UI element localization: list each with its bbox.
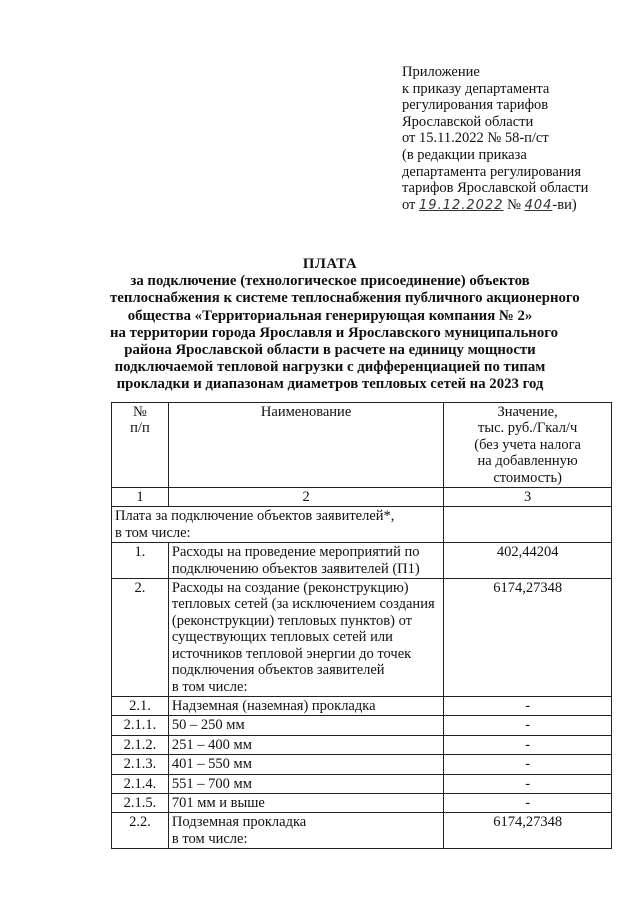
intro-cell: Плата за подключение объектов заявителей*, в том числе: (112, 507, 444, 543)
handwritten-date: 19.12.2022 (419, 197, 504, 213)
title-line: района Ярославской области в расчете на единицу мощности (124, 342, 536, 359)
row-number: 2.2. (112, 813, 169, 849)
table-row (112, 579, 612, 697)
row-value: 402,44204 (444, 543, 612, 579)
row-value: - (444, 696, 612, 715)
appendix-line: (в редакции приказа (402, 146, 527, 163)
row-name: Подземная прокладка в том числе: (168, 813, 443, 849)
row-value: - (444, 755, 612, 774)
appendix-line: к приказу департамента (402, 80, 550, 97)
table-row (112, 813, 612, 849)
table-row (112, 716, 612, 735)
number-sign: № (507, 196, 521, 213)
header-number: № п/п (112, 403, 169, 488)
fee-table (111, 402, 612, 849)
date-prefix: от (402, 196, 416, 213)
title-line: подключаемой тепловой нагрузки с дифференциацией по типам (114, 359, 546, 376)
row-value: - (444, 735, 612, 754)
row-name: 551 – 700 мм (168, 774, 443, 793)
index-cell: 2 (168, 488, 443, 507)
title-line: на территории города Ярославля и Ярославского муниципального (110, 324, 558, 341)
intro-value-cell (444, 507, 612, 543)
index-row (112, 488, 612, 507)
row-number: 2.1.1. (112, 716, 169, 735)
number-suffix: -ви) (552, 196, 577, 213)
title-main: ПЛАТА (302, 256, 358, 272)
table-row (112, 696, 612, 715)
row-name: Расходы на создание (реконструкцию) тепловых сетей (за исключением создания (реконструкции) тепловых пунктов) от существующих тепловых сетей или источников тепловой энергии до точек подключения объектов заявителей в том числе: (168, 579, 443, 697)
table-row (112, 735, 612, 754)
table-row (112, 543, 612, 579)
row-number: 2.1.4. (112, 774, 169, 793)
document-title (110, 256, 580, 394)
row-number: 2.1.5. (112, 793, 169, 812)
appendix-date-line (402, 197, 588, 215)
row-value: - (444, 793, 612, 812)
intro-row (112, 507, 612, 543)
header-value: Значение, тыс. руб./Гкал/ч (без учета налога на добавленную стоимость) (444, 403, 612, 488)
row-name: 401 – 550 мм (168, 755, 443, 774)
row-value: 6174,27348 (444, 579, 612, 697)
title-line: за подключение (технологическое присоединение) объектов (130, 273, 530, 290)
appendix-line: от 15.11.2022 № 58-п/ст (402, 130, 549, 147)
handwritten-number: 404 (524, 197, 553, 213)
row-name: 50 – 250 мм (168, 716, 443, 735)
row-value: - (444, 774, 612, 793)
row-number: 1. (112, 543, 169, 579)
table-row (112, 755, 612, 774)
appendix-block (402, 64, 588, 214)
appendix-line: департамента регулирования (402, 163, 581, 180)
row-name: 701 мм и выше (168, 793, 443, 812)
index-cell: 3 (444, 488, 612, 507)
index-cell: 1 (112, 488, 169, 507)
title-line: прокладки и диапазонам диаметров тепловых сетей на 2023 год (116, 376, 544, 393)
row-name: 251 – 400 мм (168, 735, 443, 754)
table-row (112, 774, 612, 793)
row-number: 2.1. (112, 696, 169, 715)
appendix-line: тарифов Ярославской области (402, 180, 589, 197)
row-number: 2.1.2. (112, 735, 169, 754)
row-name: Расходы на проведение мероприятий по подключению объектов заявителей (П1) (168, 543, 443, 579)
row-number: 2.1.3. (112, 755, 169, 774)
title-line: общества «Территориальная генерирующая компания № 2» (127, 307, 533, 324)
appendix-line: регулирования тарифов (402, 97, 549, 114)
header-name: Наименование (168, 403, 443, 488)
table-row (112, 793, 612, 812)
title-line: теплоснабжения к системе теплоснабжения публичного акционерного (110, 290, 580, 307)
row-name: Надземная (наземная) прокладка (168, 696, 443, 715)
appendix-line: Приложение (402, 64, 480, 80)
row-value: - (444, 716, 612, 735)
row-value: 6174,27348 (444, 813, 612, 849)
row-number: 2. (112, 579, 169, 697)
table-header-row (112, 403, 612, 488)
appendix-line: Ярославской области (402, 113, 534, 130)
